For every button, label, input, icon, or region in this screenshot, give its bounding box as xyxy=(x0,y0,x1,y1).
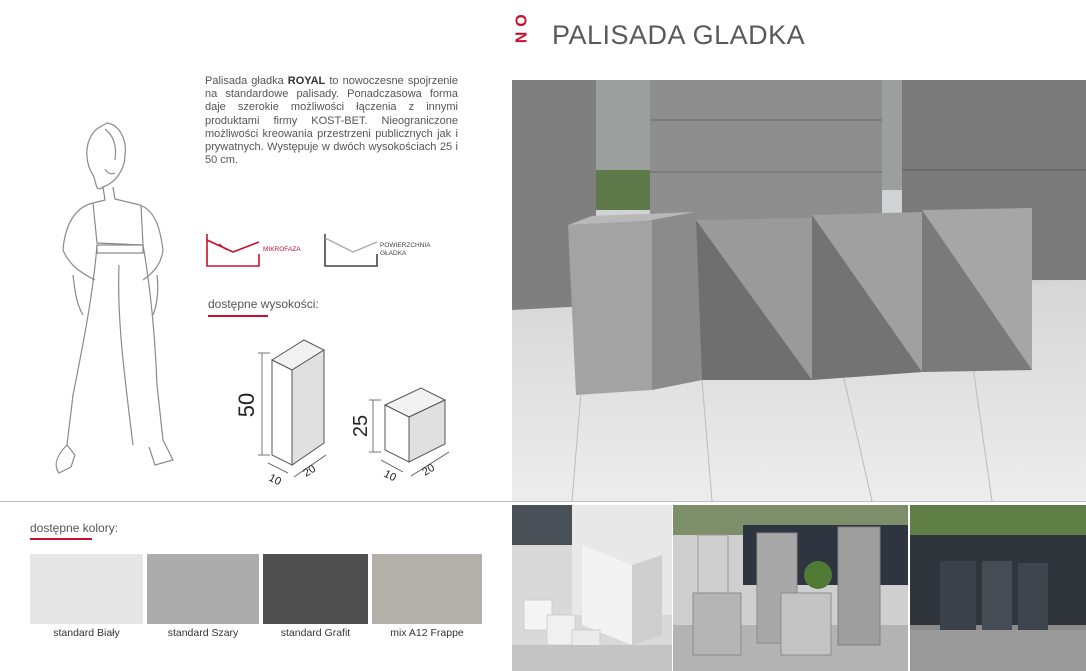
mikrofaza-icon xyxy=(205,232,261,268)
heights-underline xyxy=(208,315,268,317)
description-intro: Palisada gładka xyxy=(205,75,288,87)
code-letter: N xyxy=(513,31,531,44)
swatch-label: mix A12 Frappe xyxy=(390,627,464,639)
finish-label-line: GŁADKA xyxy=(380,250,407,257)
page-title: PALISADA GLADKA xyxy=(552,20,806,50)
swatch-standard-grafit xyxy=(263,554,368,624)
short-block-diagram xyxy=(345,380,470,490)
photo-grey-blocks xyxy=(673,505,908,671)
finish-options xyxy=(205,232,435,272)
finish-label-mikrofaza xyxy=(263,246,301,254)
product-code-vertical xyxy=(512,12,532,46)
short-width-value: 10 xyxy=(381,467,399,485)
swatch-label: standard Grafit xyxy=(280,627,351,639)
woman-figure-illustration xyxy=(45,115,195,485)
colors-label: dostępne kolory: xyxy=(30,521,119,535)
section-divider xyxy=(0,501,1086,502)
photo-graphite-blocks xyxy=(910,505,1086,671)
finish-label-line: POWIERZCHNIA xyxy=(380,242,431,249)
main-product-photo xyxy=(512,80,1086,501)
short-depth-value: 20 xyxy=(420,461,437,479)
code-letter: O xyxy=(513,14,531,27)
finish-label-smooth xyxy=(380,242,431,258)
short-height-value: 25 xyxy=(350,414,372,438)
product-description xyxy=(205,75,458,167)
heights-label: dostępne wysokości: xyxy=(208,297,319,311)
swatch-mix-a12-frappe xyxy=(372,554,482,624)
tall-block-diagram xyxy=(222,335,337,490)
swatch-standard-bialy xyxy=(30,554,143,624)
photo-white-blocks xyxy=(512,505,672,671)
finish-label-line: MIKROFAZA xyxy=(263,246,301,253)
tall-width-value: 10 xyxy=(266,471,284,489)
tall-height-value: 50 xyxy=(234,392,259,418)
tall-depth-value: 20 xyxy=(301,462,318,480)
swatch-label: standard Biały xyxy=(53,627,120,639)
brand-name: ROYAL xyxy=(287,75,326,87)
smooth-surface-icon xyxy=(323,232,379,268)
description-body: to nowoczesne spojrzenie na standardowe palisady. Ponadczasowa forma daje szerokie możliwości łączenia z innymi produktami firmy KOST-BET. Nieograniczone możliwości kreowania przestrzeni publicznych jak i prywatnych. Występuje w dwóch wysokościach 25 i 50 cm. xyxy=(205,75,458,167)
swatch-standard-szary xyxy=(147,554,259,624)
swatch-label: standard Szary xyxy=(167,627,239,639)
colors-underline xyxy=(30,538,92,540)
